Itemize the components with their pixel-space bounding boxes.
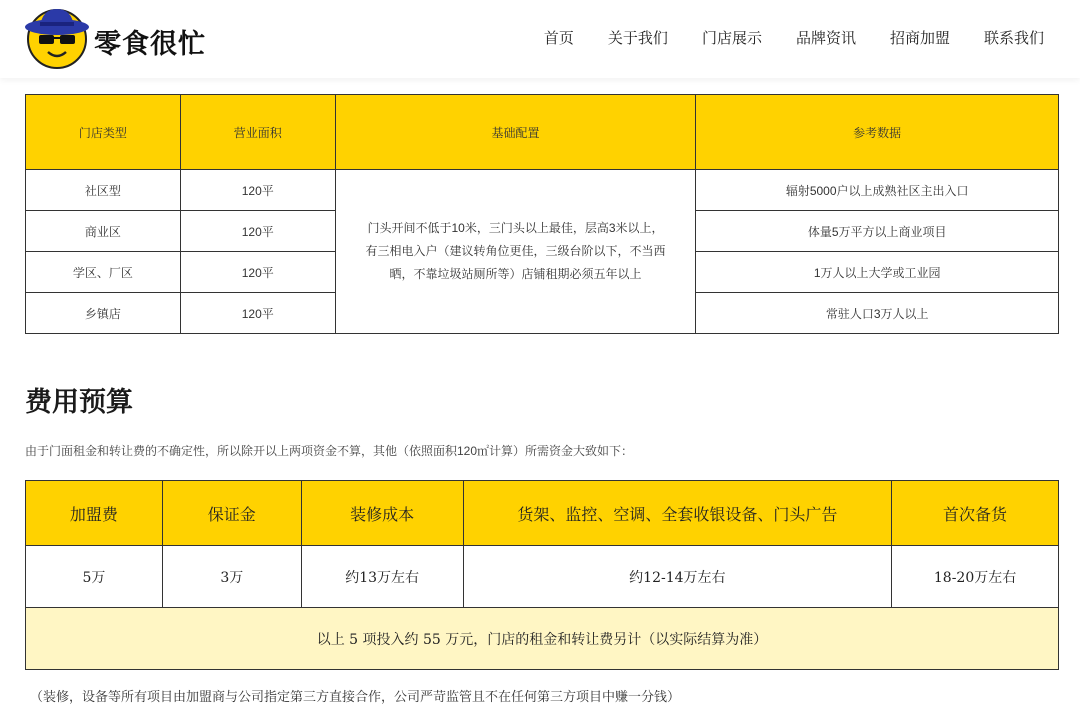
nav-about[interactable]: 关于我们 bbox=[607, 29, 668, 47]
cell-decoration: 约13万左右 bbox=[301, 546, 463, 608]
budget-table bbox=[25, 480, 1059, 670]
cell-store-type: 学区、厂区 bbox=[26, 252, 181, 293]
cell-total: 以上 5 项投入约 55 万元，门店的租金和转让费另计（以实际结算为准） bbox=[26, 608, 1059, 670]
budget-intro: 由于门面租金和转让费的不确定性，所以除开以上两项资金不算，其他（依照面积120㎡计算）所需资金大致如下： bbox=[25, 444, 634, 458]
cell-config: 门头开间不低于10米，三门头以上最佳，层高3米以上，有三相电入户（建议转角位更佳，三级台阶以下，不当西晒，不靠垃圾站厕所等）店铺租期必须五年以上 bbox=[335, 170, 696, 334]
table-row bbox=[26, 546, 1059, 608]
header-store-type: 门店类型 bbox=[26, 95, 181, 170]
nav-stores[interactable]: 门店展示 bbox=[701, 29, 762, 47]
cell-store-type: 乡镇店 bbox=[26, 293, 181, 334]
cell-first-stock: 18-20万左右 bbox=[892, 546, 1059, 608]
header-area: 营业面积 bbox=[180, 95, 335, 170]
cell-store-type: 商业区 bbox=[26, 211, 181, 252]
nav-news[interactable]: 品牌资讯 bbox=[795, 29, 856, 47]
cell-franchise-fee: 5万 bbox=[26, 546, 163, 608]
budget-title: 费用预算 bbox=[25, 387, 133, 418]
header-franchise-fee: 加盟费 bbox=[26, 481, 163, 546]
footnote: （装修，设备等所有项目由加盟商与公司指定第三方直接合作，公司严苛监管且不在任何第三方项目中赚一分钱） bbox=[30, 690, 681, 705]
nav-contact[interactable]: 联系我们 bbox=[983, 29, 1044, 47]
store-requirements-table bbox=[25, 94, 1059, 334]
cell-reference: 1万人以上大学或工业园 bbox=[696, 252, 1059, 293]
site-header bbox=[0, 0, 1080, 78]
cell-reference: 辐射5000户以上成熟社区主出入口 bbox=[696, 170, 1059, 211]
brand-name: 零食很忙 bbox=[94, 29, 206, 60]
header-deposit: 保证金 bbox=[162, 481, 301, 546]
cell-store-type: 社区型 bbox=[26, 170, 181, 211]
header-reference: 参考数据 bbox=[696, 95, 1059, 170]
cell-deposit: 3万 bbox=[162, 546, 301, 608]
nav-home[interactable]: 首页 bbox=[543, 29, 574, 47]
logo-icon[interactable] bbox=[24, 5, 90, 69]
header-decoration: 装修成本 bbox=[301, 481, 463, 546]
table-header-row bbox=[26, 481, 1059, 546]
cell-area: 120平 bbox=[180, 211, 335, 252]
cell-equipment: 约12-14万左右 bbox=[463, 546, 892, 608]
main-nav bbox=[510, 27, 1044, 48]
cell-area: 120平 bbox=[180, 170, 335, 211]
header-equipment: 货架、监控、空调、全套收银设备、门头广告 bbox=[463, 481, 892, 546]
table-total-row bbox=[26, 608, 1059, 670]
cell-reference: 常驻人口3万人以上 bbox=[696, 293, 1059, 334]
nav-franchise[interactable]: 招商加盟 bbox=[889, 29, 950, 47]
cell-area: 120平 bbox=[180, 293, 335, 334]
header-first-stock: 首次备货 bbox=[892, 481, 1059, 546]
cell-reference: 体量5万平方以上商业项目 bbox=[696, 211, 1059, 252]
header-config: 基础配置 bbox=[335, 95, 696, 170]
table-row bbox=[26, 170, 1059, 211]
cell-area: 120平 bbox=[180, 252, 335, 293]
table-header-row bbox=[26, 95, 1059, 170]
